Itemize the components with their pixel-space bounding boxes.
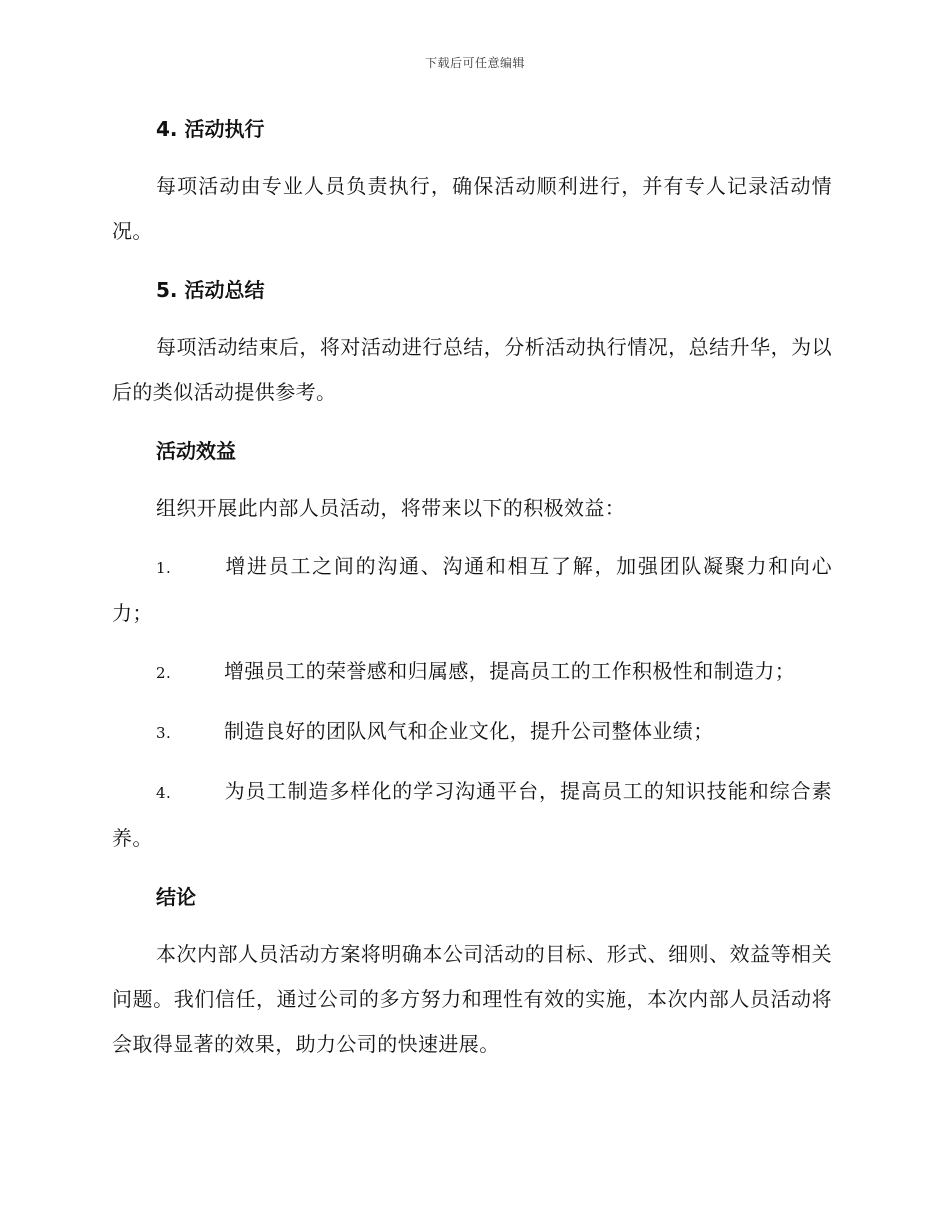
list-item-number: 1. — [156, 559, 172, 577]
section-heading-summary: 5. 活动总结 — [156, 278, 265, 302]
paragraph-summary: 每项活动结束后，将对活动进行总结，分析活动执行情况，总结升华，为以后的类似活动提供参考。 — [112, 335, 832, 404]
list-item-text: 制造良好的团队风气和企业文化，提升公司整体业绩； — [224, 719, 714, 743]
list-item — [112, 544, 832, 636]
paragraph-execution: 每项活动由专业人员负责执行，确保活动顺利进行，并有专人记录活动情况。 — [112, 174, 832, 243]
paragraph-benefits-intro: 组织开展此内部人员活动，将带来以下的积极效益： — [156, 496, 626, 520]
list-item-number: 4. — [156, 784, 172, 802]
paragraph-conclusion: 本次内部人员活动方案将明确本公司活动的目标、形式、细则、效益等相关问题。我们信任，通过公司的多方努力和理性有效的实施，本次内部人员活动将会取得显著的效果，助力公司的快速进展。 — [112, 942, 832, 1056]
list-item — [112, 649, 832, 696]
list-item-text: 增进员工之间的沟通、沟通和相互了解，加强团队凝聚力和向心力； — [112, 554, 832, 625]
list-item-number: 2. — [156, 664, 172, 682]
list-item-number: 3. — [156, 724, 172, 742]
document-body — [112, 106, 832, 1080]
list-item-text: 增强员工的荣誉感和归属感，提高员工的工作积极性和制造力； — [224, 659, 796, 683]
section-heading-execution: 4. 活动执行 — [156, 117, 265, 141]
list-item — [112, 769, 832, 861]
list-item — [112, 709, 832, 756]
section-heading-conclusion: 结论 — [156, 885, 196, 909]
section-heading-benefits: 活动效益 — [156, 439, 236, 463]
header-note: 下载后可任意编辑 — [424, 56, 525, 70]
list-item-text: 为员工制造多样化的学习沟通平台，提高员工的知识技能和综合素养。 — [112, 779, 832, 850]
